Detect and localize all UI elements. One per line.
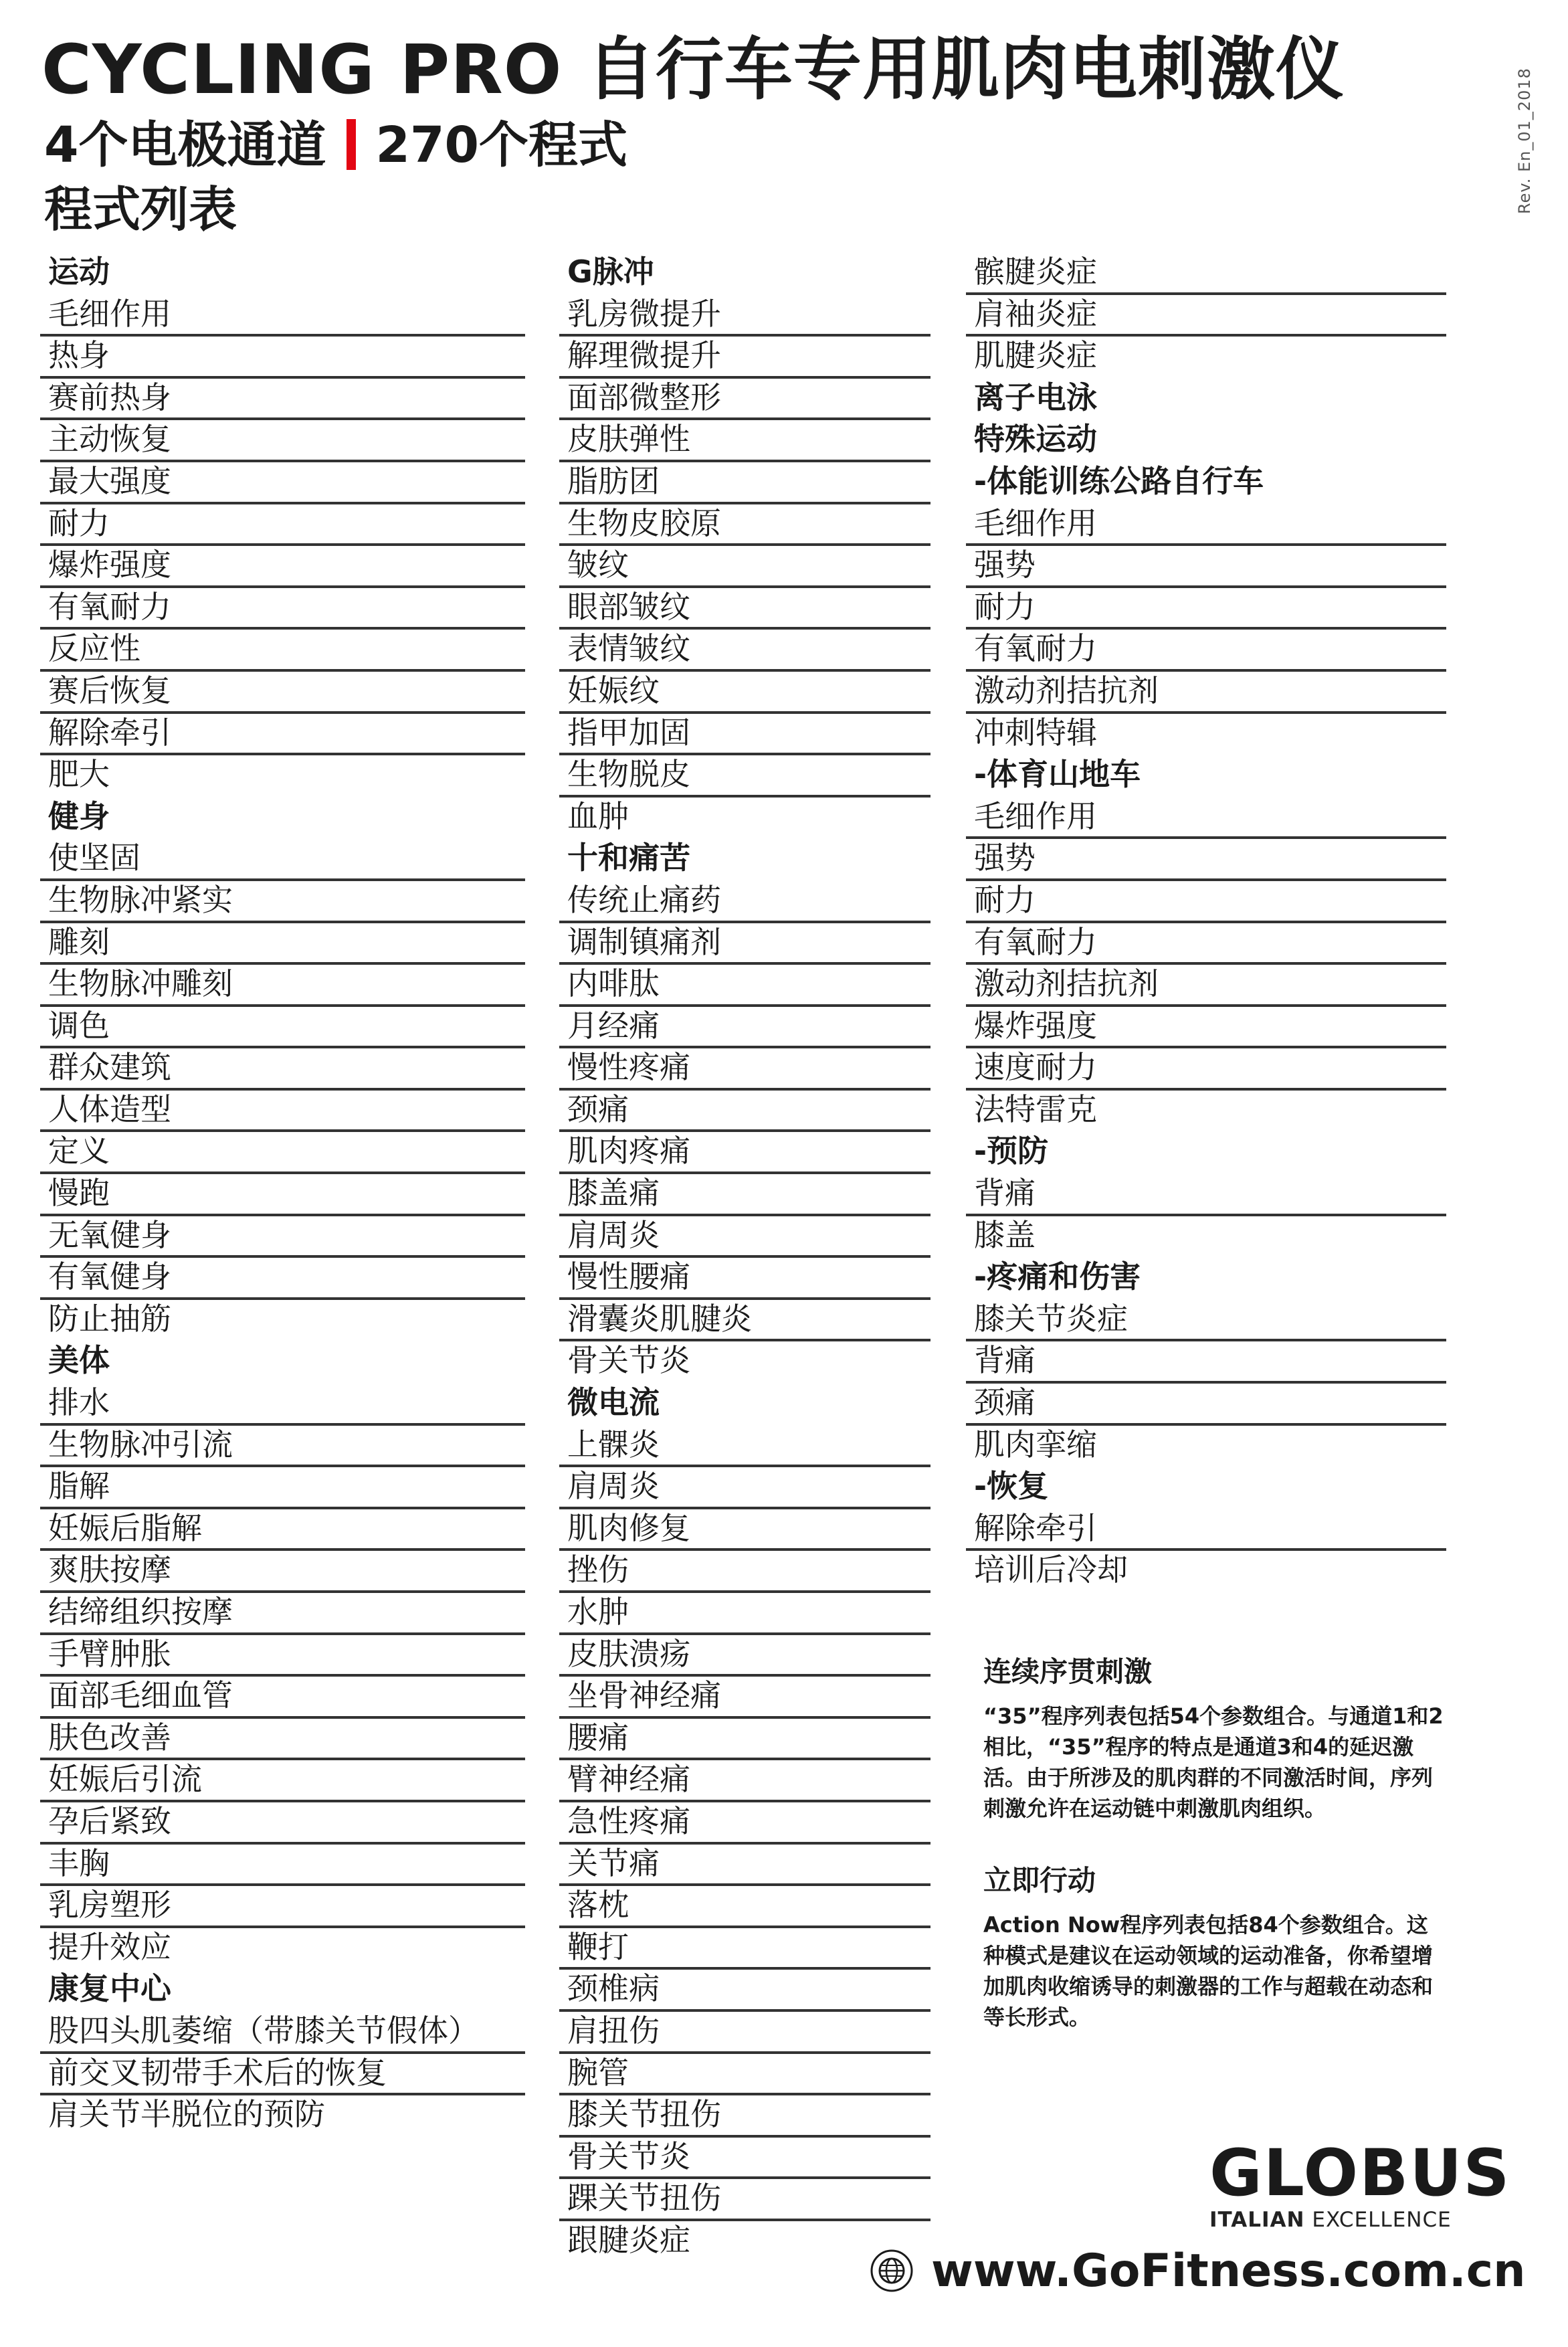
program-item: 毛细作用 [966, 504, 1446, 547]
program-item: 人体造型 [40, 1091, 525, 1133]
program-item: 耐力 [40, 504, 525, 547]
program-item: 冲刺特辑 [974, 714, 1097, 751]
program-item: 培训后冷却 [974, 1552, 1128, 1588]
program-item: 法特雷克 [974, 1091, 1097, 1127]
program-item: 有氧耐力 [966, 923, 1446, 965]
program-item: 生物皮胶原 [559, 504, 930, 547]
program-item: 生物脱皮 [559, 755, 930, 797]
program-item: 骨关节炎 [559, 2138, 930, 2180]
program-item: 鞭打 [559, 1928, 930, 1970]
program-item: 排水 [40, 1384, 525, 1426]
program-item: 手臂肿胀 [40, 1635, 525, 1677]
program-item: 慢性疼痛 [559, 1048, 930, 1091]
program-item: 强势 [966, 546, 1446, 588]
program-item: 肌腱炎症 [974, 337, 1097, 374]
program-item: 指甲加固 [559, 714, 930, 756]
website-link[interactable]: www.GoFitness.com.cn [931, 2244, 1526, 2297]
section-title: 程式列表 [44, 181, 237, 238]
program-item: 表情皱纹 [559, 630, 930, 672]
program-item: 生物脉冲紧实 [40, 881, 525, 923]
program-item: 耐力 [966, 881, 1446, 923]
program-item: 肥大 [48, 756, 110, 793]
program-item: 肩扭伤 [559, 2012, 930, 2054]
program-item: 热身 [40, 337, 525, 379]
program-item: 赛后恢复 [40, 672, 525, 714]
category-heading: 特殊运动 [974, 421, 1097, 458]
program-item: 反应性 [40, 630, 525, 672]
program-item: 膝盖 [974, 1216, 1036, 1253]
program-item: 赛前热身 [40, 379, 525, 421]
page-title: CYCLING PRO 自行车专用肌肉电刺激仪 [41, 30, 1345, 110]
program-item: 水肿 [559, 1593, 930, 1635]
logo-name: GLOBUS [1209, 2136, 1511, 2211]
revision-label: Rev. En_01_2018 [1515, 68, 1534, 214]
program-item: 有氧健身 [40, 1258, 525, 1300]
info-sequential-body: “35”程序列表包括54个参数组合。与通道1和2相比，“35”程序的特点是通道3和4的延迟激活。由于所涉及的肌肉群的不同激活时间，序列刺激允许在运动链中刺激肌肉组织。 [983, 1703, 1444, 1821]
globe-icon [870, 2249, 914, 2293]
program-item: 群众建筑 [40, 1048, 525, 1091]
program-item: 股四头肌萎缩（带膝关节假体） [40, 2012, 525, 2054]
program-item: 最大强度 [40, 462, 525, 504]
program-item: 肩袖炎症 [966, 295, 1446, 337]
category-heading: -预防 [974, 1133, 1049, 1169]
program-item: 妊娠后引流 [40, 1760, 525, 1802]
program-item: 妊娠后脂解 [40, 1509, 525, 1552]
program-item: 脂解 [40, 1467, 525, 1509]
program-item: 跟腱炎症 [567, 2221, 690, 2258]
program-item: 膝关节扭伤 [559, 2095, 930, 2138]
program-item: 膝关节炎症 [966, 1300, 1446, 1342]
program-item: 爆炸强度 [966, 1007, 1446, 1049]
channel-count: 4个电极通道 [44, 116, 326, 174]
program-item: 慢性腰痛 [559, 1258, 930, 1300]
category-heading: 美体 [48, 1342, 110, 1379]
info-action-now [983, 1861, 1445, 2033]
program-item: 毛细作用 [966, 797, 1446, 840]
program-item: 爽肤按摩 [40, 1551, 525, 1593]
program-item: 定义 [40, 1132, 525, 1174]
program-item: 孕后紧致 [40, 1802, 525, 1845]
program-item: 前交叉韧带手术后的恢复 [40, 2054, 525, 2096]
website-line [870, 2239, 1525, 2303]
program-item: 踝关节扭伤 [559, 2179, 930, 2221]
program-item: 防止抽筋 [48, 1300, 171, 1337]
program-item: 有氧耐力 [966, 630, 1446, 672]
program-item: 调制镇痛剂 [559, 923, 930, 965]
tagline-bold: ITALIAN [1209, 2208, 1305, 2232]
program-column-2 [559, 253, 930, 2263]
program-item: 强势 [966, 839, 1446, 881]
program-item: 速度耐力 [966, 1048, 1446, 1091]
program-item: 无氧健身 [40, 1216, 525, 1258]
program-item: 关节痛 [559, 1845, 930, 1887]
category-heading: -体育山地车 [974, 756, 1141, 793]
globus-logo [1209, 2136, 1511, 2233]
program-item: 毛细作用 [40, 295, 525, 337]
program-item: 解理微提升 [559, 337, 930, 379]
category-heading: 十和痛苦 [567, 840, 690, 876]
category-heading: 运动 [48, 254, 110, 290]
program-item: 肩周炎 [559, 1216, 930, 1258]
category-heading: 微电流 [567, 1384, 660, 1421]
category-heading: -恢复 [974, 1468, 1049, 1505]
program-item: 慢跑 [40, 1174, 525, 1216]
program-item: 颈痛 [559, 1091, 930, 1133]
program-item: 落枕 [559, 1886, 930, 1928]
program-item: 丰胸 [40, 1845, 525, 1887]
program-item: 坐骨神经痛 [559, 1677, 930, 1719]
program-item: 骨关节炎 [567, 1342, 690, 1379]
program-item: 生物脉冲引流 [40, 1426, 525, 1468]
program-item: 解除牵引 [40, 714, 525, 756]
program-item: 急性疼痛 [559, 1802, 930, 1845]
logo-tagline [1209, 2207, 1464, 2233]
program-item: 面部毛细血管 [40, 1677, 525, 1719]
program-item: 爆炸强度 [40, 546, 525, 588]
category-heading: G脉冲 [567, 254, 654, 290]
category-heading: -体能训练公路自行车 [974, 462, 1264, 499]
info-sequential-stimulation [983, 1653, 1445, 1824]
program-item: 腕管 [559, 2054, 930, 2096]
program-column-1 [40, 253, 525, 2138]
category-heading: 康复中心 [48, 1970, 171, 2007]
program-item: 臂神经痛 [559, 1760, 930, 1802]
program-item: 滑囊炎肌腱炎 [559, 1300, 930, 1342]
program-item: 肌肉修复 [559, 1509, 930, 1552]
program-item: 脂肪团 [559, 462, 930, 504]
program-item: 有氧耐力 [40, 588, 525, 630]
divider-bar [347, 119, 356, 170]
program-item: 皮肤弹性 [559, 420, 930, 462]
program-item: 结缔组织按摩 [40, 1593, 525, 1635]
program-item: 妊娠纹 [559, 672, 930, 714]
program-item: 雕刻 [40, 923, 525, 965]
program-item: 颈椎病 [559, 1970, 930, 2012]
program-item: 血肿 [567, 797, 629, 834]
category-heading: 健身 [48, 797, 110, 834]
program-item: 膝盖痛 [559, 1174, 930, 1216]
program-item: 乳房塑形 [40, 1886, 525, 1928]
program-item: 皱纹 [559, 546, 930, 588]
program-item: 调色 [40, 1007, 525, 1049]
info-sequential-title: 连续序贯刺激 [983, 1655, 1153, 1688]
category-heading: 离子电泳 [974, 379, 1097, 415]
program-item: 上髁炎 [559, 1426, 930, 1468]
program-item: 肩周炎 [559, 1467, 930, 1509]
info-action-body: Action Now程序列表包括84个参数组合。这种模式是建议在运动领域的运动准备，你希望增加肌肉收缩诱导的刺激器的工作与超载在动态和等长形式。 [983, 1912, 1434, 2030]
program-item: 乳房微提升 [559, 295, 930, 337]
program-item: 提升效应 [48, 1928, 171, 1965]
program-item: 背痛 [966, 1341, 1446, 1384]
program-item: 激动剂拮抗剂 [966, 965, 1446, 1007]
program-item: 眼部皱纹 [559, 588, 930, 630]
program-item: 解除牵引 [966, 1509, 1446, 1552]
program-item: 颈痛 [966, 1384, 1446, 1426]
program-item: 肌肉挛缩 [974, 1426, 1097, 1463]
program-item: 面部微整形 [559, 379, 930, 421]
program-item: 肤色改善 [40, 1719, 525, 1761]
program-item: 挫伤 [559, 1551, 930, 1593]
program-count: 270个程式 [375, 116, 627, 174]
program-item: 激动剂拮抗剂 [966, 672, 1446, 714]
program-item: 腰痛 [559, 1719, 930, 1761]
program-item: 背痛 [966, 1174, 1446, 1216]
subtitle [44, 115, 627, 175]
program-item: 皮肤溃疡 [559, 1635, 930, 1677]
tagline-light: EXCELLENCE [1312, 2208, 1452, 2232]
program-item: 肩关节半脱位的预防 [48, 2096, 325, 2133]
program-item: 月经痛 [559, 1007, 930, 1049]
category-heading: -疼痛和伤害 [974, 1258, 1141, 1295]
program-item: 生物脉冲雕刻 [40, 965, 525, 1007]
program-item: 使坚固 [40, 839, 525, 881]
program-item: 肌肉疼痛 [559, 1132, 930, 1174]
program-column-3 [966, 253, 1446, 1593]
program-item: 传统止痛药 [559, 881, 930, 923]
program-item: 主动恢复 [40, 420, 525, 462]
program-item: 髌腱炎症 [966, 253, 1446, 295]
info-action-title: 立即行动 [983, 1864, 1096, 1897]
program-item: 内啡肽 [559, 965, 930, 1007]
program-item: 耐力 [966, 588, 1446, 630]
